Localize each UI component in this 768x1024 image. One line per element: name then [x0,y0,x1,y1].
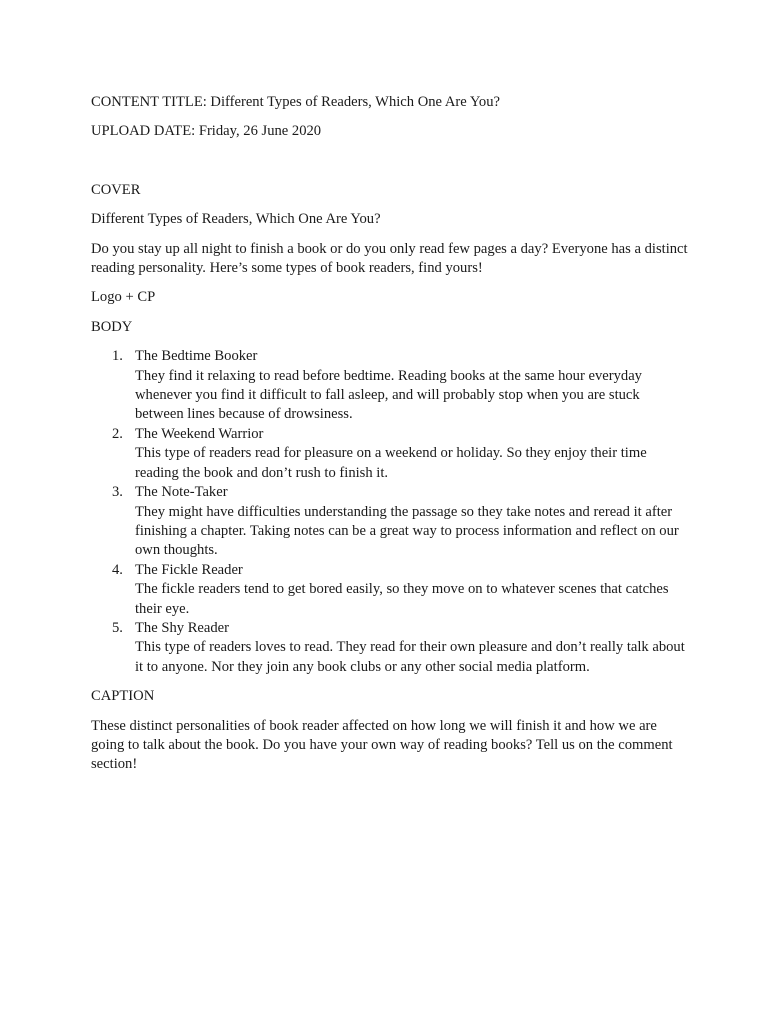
list-item [91,561,691,619]
list-item-title: The Weekend Warrior [135,425,264,442]
reader-types-list [91,347,691,677]
list-item-description: This type of readers loves to read. They read for their own pleasure and don’t really talk about it to anyone. Nor they join any book clubs or any other social media platform. [135,639,685,675]
list-item-number: 2. [112,425,123,442]
list-item-number: 5. [112,619,123,636]
list-item-number: 3. [112,484,123,501]
list-item [91,483,691,561]
cover-title: Different Types of Readers, Which One Are You? [91,211,381,228]
list-item-description: The fickle readers tend to get bored easily, so they move on to whatever scenes that catches their eye. [135,581,669,617]
list-item [91,619,691,677]
list-item-title: The Note-Taker [135,484,228,501]
list-item-number: 1. [112,348,123,365]
list-item-title: The Shy Reader [135,619,230,636]
list-item-title: The Fickle Reader [135,561,243,578]
content-title-line: CONTENT TITLE: Different Types of Readers, Which One Are You? [91,94,501,110]
caption-text: These distinct personalities of book reader affected on how long we will finish it and how we are going to talk about the book. Do you have your own way of reading books? Tell us on the comment section! [91,717,673,773]
upload-date-line: UPLOAD DATE: Friday, 26 June 2020 [91,123,322,140]
list-item-description: This type of readers read for pleasure on a weekend or holiday. So they enjoy their time reading the book and don’t rush to finish it. [135,445,647,481]
logo-note: Logo + CP [91,289,156,306]
blank-line [91,152,691,181]
list-item-title: The Bedtime Booker [135,348,258,365]
list-item [91,347,691,425]
cover-heading: COVER [91,181,141,198]
list-item [91,425,691,483]
list-item-number: 4. [112,561,123,578]
body-heading: BODY [91,318,133,335]
cover-intro: Do you stay up all night to finish a book or do you only read few pages a day? Everyone has a distinct reading personality. Here’s some types of book readers, find yours! [91,240,688,277]
list-item-description: They find it relaxing to read before bedtime. Reading books at the same hour everyday whenever you find it difficult to fall asleep, and will probably stop when you are stuck between lines because of drowsiness. [135,367,642,423]
document-page [91,93,691,785]
caption-heading: CAPTION [91,688,155,705]
list-item-description: They might have difficulties understanding the passage so they take notes and reread it after finishing a chapter. Taking notes can be a great way to process information and reflect on our own thoughts. [135,503,679,559]
